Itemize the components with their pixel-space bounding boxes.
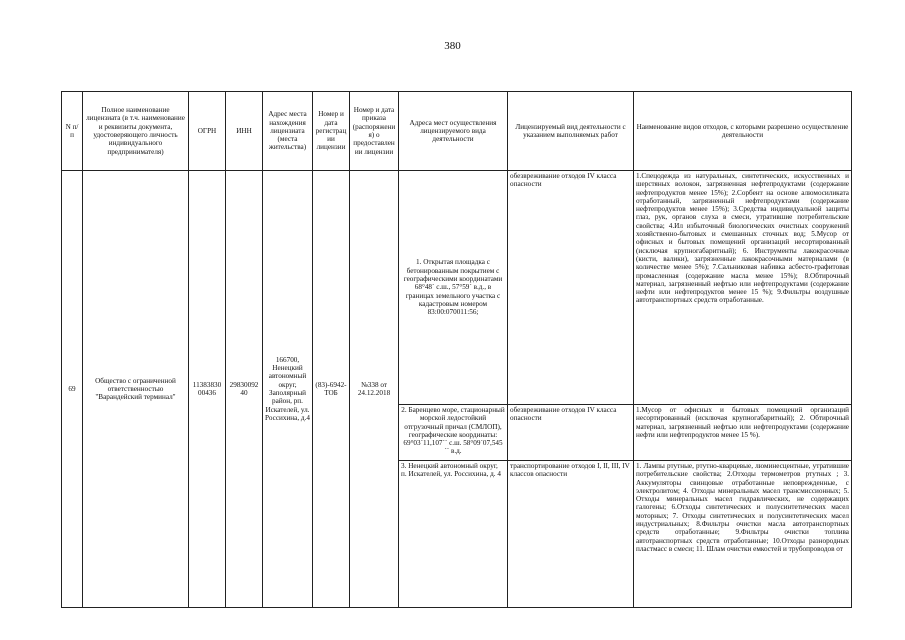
header-row — [62, 92, 852, 171]
license-registry-table — [61, 91, 852, 608]
licensee-name: Общество с ограниченной ответственностью "Варандейский терминал" — [83, 171, 189, 608]
header-ogrn: ОГРН — [189, 92, 226, 171]
site-activity: обезвреживание отходов IV класса опасности — [508, 171, 634, 405]
site-wastes: 1.Спецодежда из натуральных, синтетических, искусственных и шерстяных волокон, загрязненная нефтепродуктами (содержание нефтепродуктов менее 15%); 2.Сорбент на основе алюмосиликата отработанный, загрязненный нефтепродуктами (содержание нефтепродуктов менее 15%); 3.Средства индивидуальной защиты глаз, рук, органов слуха в смеси, утратившие потребительские свойства; 4.Ил избыточный биологических очистных сооружений хозяйственно-бытовых и смешанных сточных вод; 5.Мусор от офисных и бытовых помещений организаций несортированный (исключая крупногабаритный); 6. Инструменты лакокрасочные (кисти, валики), загрязненные лакокрасочными материалами (в количестве менее 5%); 7.Сальниковая набивка асбесто-графитовая промасленная (содержание масла менее 15%); 8.Обтирочный материал, загрязненный нефтью или нефтепродуктами (содержание нефти или нефтепродуктов менее 15 %); 9.Фильтры воздушные автотранспортных средств отработанные. — [634, 171, 852, 405]
site-wastes: 1.Мусор от офисных и бытовых помещений организаций несортированный (исключая крупногабаритный); 2. Обтирочный материал, загрязненный нефтью или нефтепродуктами (содержание нефти или нефтепродуктов менее 15 %). — [634, 405, 852, 461]
inn-value: 2983009240 — [226, 171, 263, 608]
site-activity — [508, 461, 634, 608]
table-row — [62, 171, 852, 405]
site-activity-text: транспортирование отходов I, II, III, IV классов опасности — [510, 462, 630, 479]
ogrn-value: 1138383000436 — [189, 171, 226, 608]
header-sites: Адреса мест осуществления лицензируемого вида деятельности — [399, 92, 508, 171]
registration-value: (83)-6942-ТОБ — [313, 171, 350, 608]
header-number: N п/п — [62, 92, 83, 171]
header-activity: Лицензируемый вид деятельности с указанием выполняемых работ — [508, 92, 634, 171]
header-registration: Номер и дата регистрации лицензии — [313, 92, 350, 171]
site-activity: обезвреживание отходов IV класса опасности — [508, 405, 634, 461]
header-order: Номер и дата приказа (распоряжения) о предоставлении лицензии — [350, 92, 399, 171]
address-value: 166700, Ненецкий автономный округ, Заполярный район, рп. Искателей, ул. Россихина, д.4 — [263, 171, 313, 608]
site-place: 1. Открытая площадка с бетонированным покрытием с географическими координатами 68°48´ с.ш., 57°59´ в.д., в границах земельного участка с кадастровым номером 83:00:070011:56; — [399, 171, 508, 405]
site-place-text: 3. Ненецкий автономный округ, п. Искателей, ул. Россихина, д. 4 — [401, 462, 501, 479]
site-wastes-text: 1. Лампы ртутные, ртутно-кварцевые, люминесцентные, утратившие потребительские свойства; 2.Отходы термометров ртутных ; 3. Аккумуляторы свинцовые отработанные неповрежденные, с электролитом; 4. Отходы минеральных масел трансмиссионных; 5. Отходы минеральных масел гидравлических, не содержащих галогены; 6.Отходы синтетических и полусинтетических масел моторных; 7. Отходы синтетических и полусинтетических масел индустриальных; 8.Фильтры очистки масла автотранспортных средств отработанные; 9.Фильтры очистки топлива автотранспортных средств отработанные; 10.Отходы разнородных пластмасс в смеси; 11. Шлам очистки емкостей и трубопроводов от — [636, 462, 849, 553]
header-inn: ИНН — [226, 92, 263, 171]
header-licensee-name: Полное наименование лицензиата (в т.ч. наименование и реквизиты документа, удостоверяющего личность индивидуального предпринимателя) — [83, 92, 189, 171]
site-place: 2. Баренцево море, стационарный морской ледостойкий отгрузочный причал (СМЛОП), географические координаты: 69°03´11,107´´ с.ш. 58°09´07,545´´ в.д. — [399, 405, 508, 461]
header-wastes: Наименование видов отходов, с которыми разрешено осуществление деятельности — [634, 92, 852, 171]
order-value: №338 от 24.12.2018 — [350, 171, 399, 608]
site-place — [399, 461, 508, 608]
row-number: 69 — [62, 171, 83, 608]
site-wastes — [634, 461, 852, 608]
page-number: 380 — [444, 40, 461, 52]
header-address: Адрес места нахождения лицензиата (места жительства) — [263, 92, 313, 171]
